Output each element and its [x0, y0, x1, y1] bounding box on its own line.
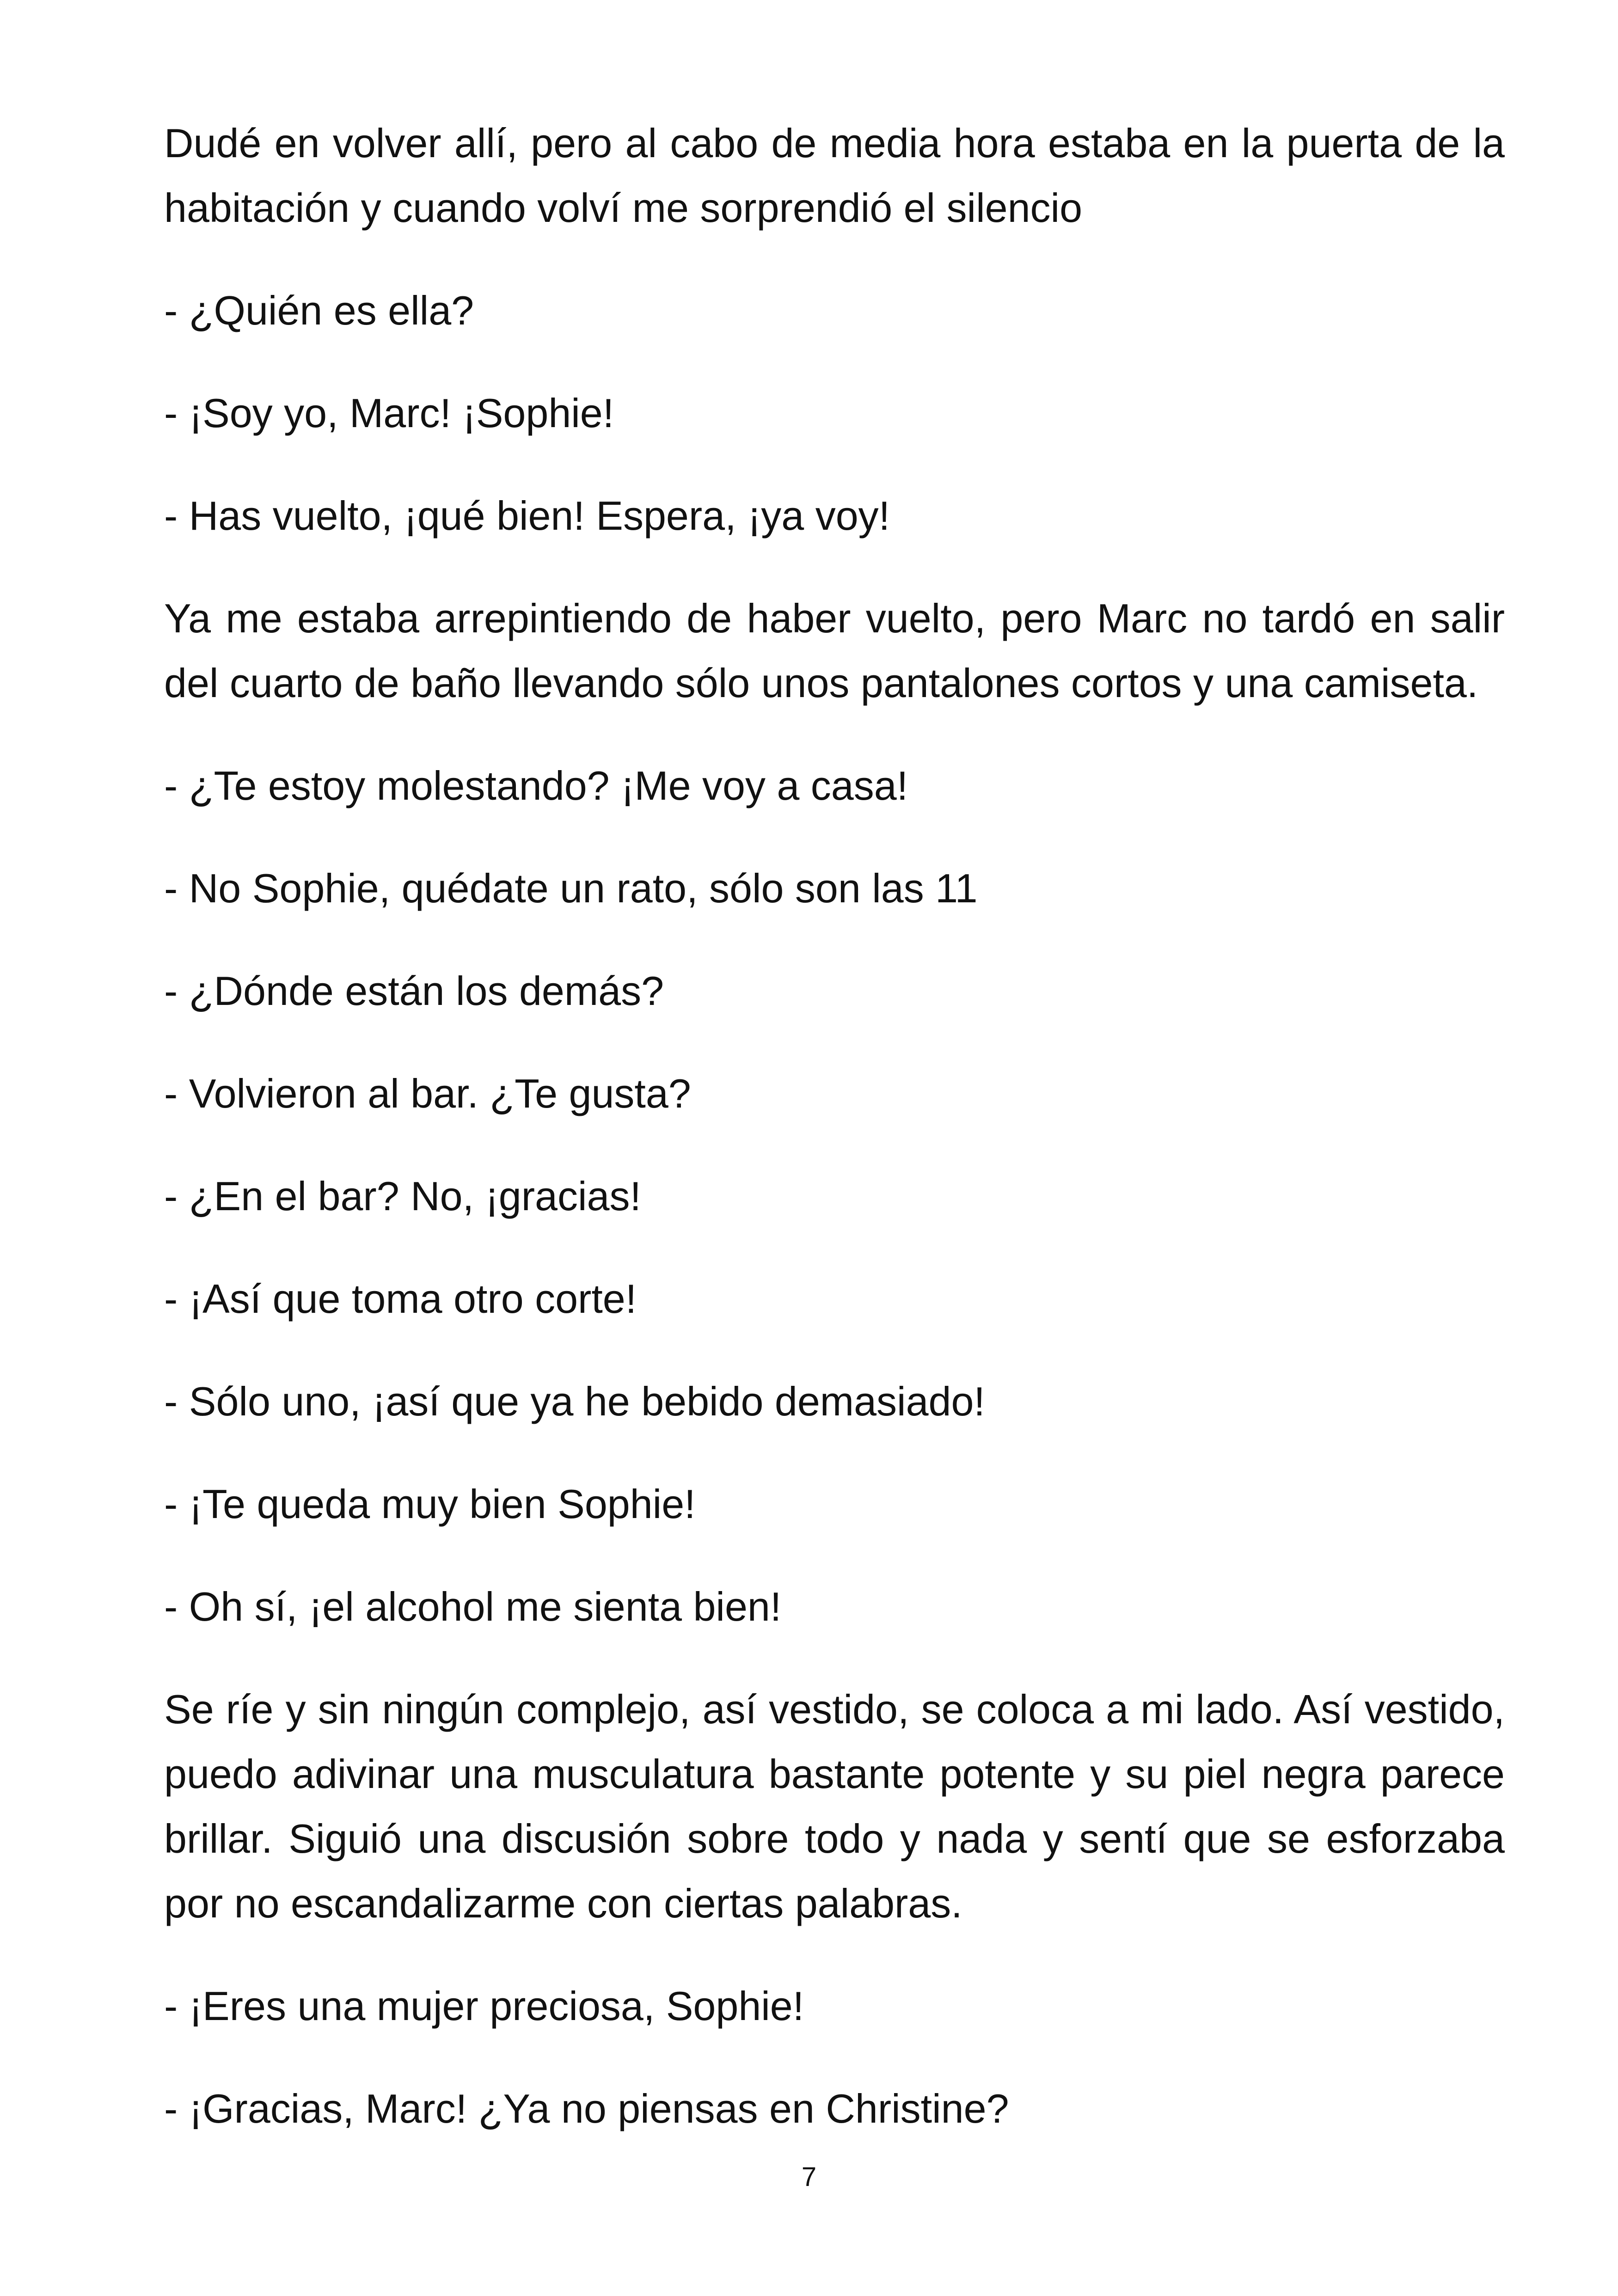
dialogue-line: - No Sophie, quédate un rato, sólo son las 11	[164, 865, 978, 911]
dialogue-line: - ¡Soy yo, Marc! ¡Sophie!	[164, 390, 614, 436]
page-number: 7	[801, 2162, 817, 2192]
narrative-paragraph: Ya me estaba arrepintiendo de haber vuelto, pero Marc no tardó en salir del cuarto de baño llevando sólo unos pantalones cortos y una camiseta.	[164, 595, 1505, 706]
narrative-paragraph: Dudé en volver allí, pero al cabo de media hora estaba en la puerta de la habitación y cuando volví me sorprendió el silencio	[164, 120, 1505, 231]
dialogue-line: - ¡Eres una mujer preciosa, Sophie!	[164, 1983, 804, 2029]
page-body	[164, 111, 1505, 2141]
dialogue-line: - ¿En el bar? No, ¡gracias!	[164, 1173, 641, 1219]
narrative-paragraph: Se ríe y sin ningún complejo, así vestido, se coloca a mi lado. Así vestido, puedo adivinar una musculatura bastante potente y su piel negra parece brillar. Siguió una discusión sobre todo y nada y sentí que se esforzaba por no escandalizarme con ciertas palabras.	[164, 1686, 1505, 1926]
dialogue-line: - Has vuelto, ¡qué bien! Espera, ¡ya voy!	[164, 493, 890, 539]
dialogue-line: - ¡Gracias, Marc! ¿Ya no piensas en Christine?	[164, 2086, 1009, 2131]
dialogue-line: - Sólo uno, ¡así que ya he bebido demasiado!	[164, 1378, 985, 1424]
dialogue-line: - ¿Dónde están los demás?	[164, 968, 664, 1014]
dialogue-line: - ¡Te queda muy bien Sophie!	[164, 1481, 696, 1527]
dialogue-line: - ¡Así que toma otro corte!	[164, 1276, 637, 1322]
dialogue-line: - Oh sí, ¡el alcohol me sienta bien!	[164, 1584, 782, 1629]
dialogue-line: - Volvieron al bar. ¿Te gusta?	[164, 1071, 691, 1116]
dialogue-line: - ¿Quién es ella?	[164, 288, 474, 333]
dialogue-line: - ¿Te estoy molestando? ¡Me voy a casa!	[164, 763, 908, 808]
